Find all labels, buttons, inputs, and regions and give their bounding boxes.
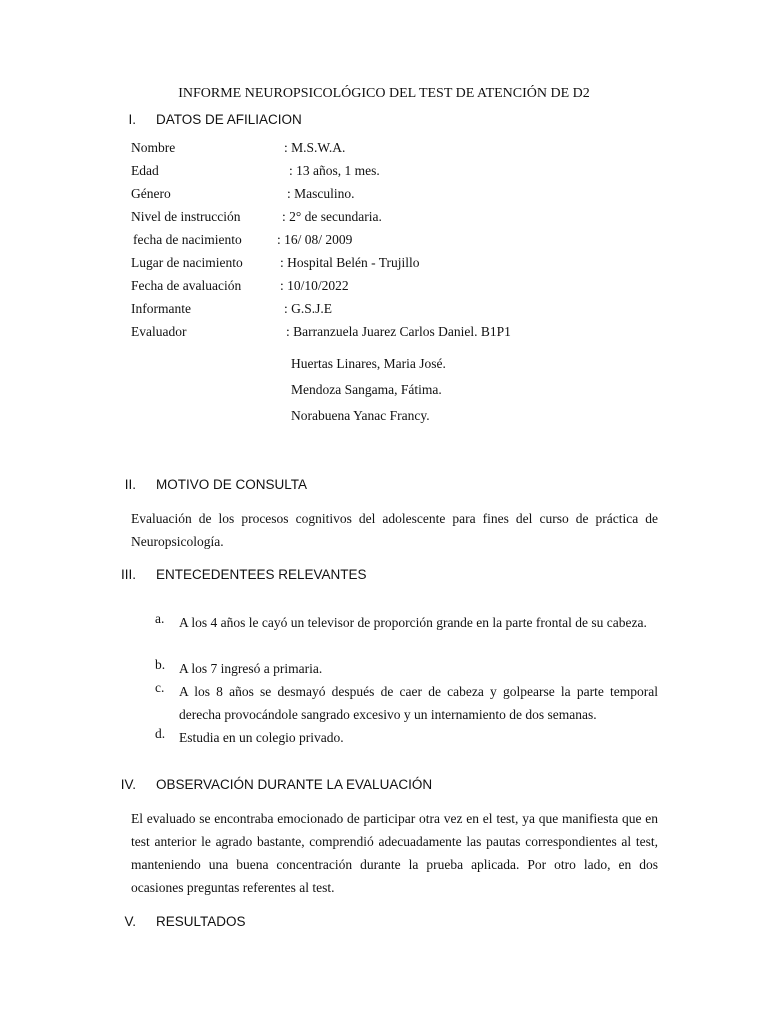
field-label: Fecha de avaluación [131, 278, 242, 293]
field-value: : 16/ 08/ 2009 [277, 232, 353, 247]
evaluator-name: Huertas Linares, Maria José. [291, 356, 446, 371]
section-number: V. [124, 914, 136, 929]
section-number: II. [124, 477, 136, 492]
section-title: MOTIVO DE CONSULTA [156, 477, 308, 492]
document-title: INFORME NEUROPSICOLÓGICO DEL TEST DE ATENCIÓN DE D2 [178, 86, 590, 101]
field-row-fecha-nacimiento [131, 232, 731, 250]
field-value: : 10/10/2022 [280, 278, 349, 293]
field-row-lugar-nacimiento [131, 255, 731, 273]
list-marker: a. [155, 611, 165, 626]
field-value: : G.S.J.E [284, 301, 333, 316]
list-item-text: A los 4 años le cayó un televisor de proporción grande en la parte frontal de su cabeza. [179, 615, 647, 630]
field-value: : Hospital Belén - Trujillo [280, 255, 420, 270]
field-label: fecha de nacimiento [133, 232, 242, 247]
field-row-fecha-evaluacion [131, 278, 731, 296]
list-marker: b. [155, 657, 166, 672]
section-heading-resultados [0, 914, 768, 932]
evaluator-name: Mendoza Sangama, Fátima. [291, 382, 442, 397]
list-item-text: A los 8 años se desmayó después de caer de cabeza y golpearse la parte temporal derecha provocándole sangrado excesivo y un internamiento de dos semanas. [179, 684, 658, 722]
field-label: Informante [131, 301, 191, 316]
field-label: Nivel de instrucción [131, 209, 241, 224]
section-heading-observacion [0, 777, 768, 795]
field-label: Lugar de nacimiento [131, 255, 243, 270]
field-value: : 13 años, 1 mes. [289, 163, 380, 178]
list-marker: c. [155, 680, 165, 695]
field-row-evaluador [131, 324, 731, 342]
field-value: : 2° de secundaria. [282, 209, 382, 224]
section-title: OBSERVACIÓN DURANTE LA EVALUACIÓN [156, 777, 433, 792]
section-number: III. [120, 567, 136, 582]
section-heading-motivo [0, 477, 768, 495]
section-number: IV. [120, 777, 136, 792]
observacion-paragraph: El evaluado se encontraba emocionado de participar otra vez en el test, ya que manifiesta que en test anterior le agrado bastante, comprendió adecuadamente las pautas correspondientes al test, manteniendo una buena concentración durante la prueba aplicada. Por otro lado, en dos ocasiones preguntas referentes al test. [131, 811, 658, 895]
section-title: RESULTADOS [156, 914, 246, 929]
list-marker: d. [155, 726, 166, 741]
field-row-nombre [131, 140, 731, 158]
field-value: : Barranzuela Juarez Carlos Daniel. B1P1 [286, 324, 511, 339]
list-item-text: Estudia en un colegio privado. [179, 730, 344, 745]
field-row-edad [131, 163, 731, 181]
field-label: Nombre [131, 140, 176, 155]
field-label: Evaluador [131, 324, 187, 339]
field-row-nivel-instruccion [131, 209, 731, 227]
field-row-genero [131, 186, 731, 204]
evaluator-name: Norabuena Yanac Francy. [291, 408, 430, 423]
field-label: Edad [131, 163, 159, 178]
motivo-paragraph: Evaluación de los procesos cognitivos del adolescente para fines del curso de práctica de Neuropsicología. [131, 511, 658, 549]
section-heading-datos [0, 112, 768, 130]
section-title: DATOS DE AFILIACION [156, 112, 302, 127]
section-heading-antecedentes [0, 567, 768, 585]
list-item-text: A los 7 ingresó a primaria. [179, 661, 323, 676]
field-value: : Masculino. [287, 186, 355, 201]
section-title: ENTECEDENTEES RELEVANTES [156, 567, 367, 582]
field-value: : M.S.W.A. [284, 140, 346, 155]
section-number: I. [128, 112, 136, 127]
field-label: Género [131, 186, 171, 201]
field-row-informante [131, 301, 731, 319]
